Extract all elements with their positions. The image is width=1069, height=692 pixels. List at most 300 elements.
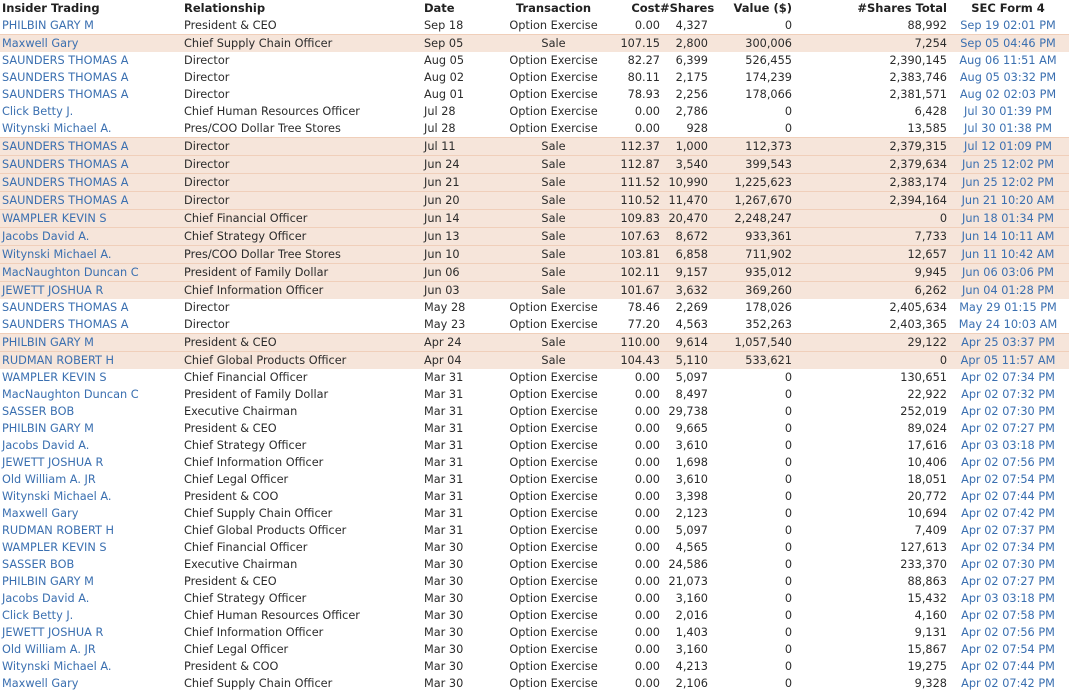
insider-name-link[interactable]: SAUNDERS THOMAS A <box>0 192 184 210</box>
insider-name-link[interactable]: Witynski Michael A. <box>2 490 112 503</box>
date-cell: Mar 30 <box>424 660 464 673</box>
table-row <box>0 386 1069 403</box>
sec-form4-link[interactable]: May 24 10:03 AM <box>958 318 1058 331</box>
date-cell: Mar 31 <box>424 388 464 401</box>
table-row <box>0 192 1069 210</box>
value-cell: 112,373 <box>708 138 792 156</box>
header-row <box>0 0 1069 17</box>
value-cell: 369,260 <box>708 282 792 300</box>
shares-cell: 11,470 <box>660 192 708 210</box>
sec-form4-link[interactable]: Apr 02 07:56 PM <box>961 626 1055 639</box>
cost-cell: 107.63 <box>615 228 660 246</box>
sec-form4-link[interactable]: Jun 14 10:11 AM <box>947 228 1069 246</box>
shares-total-cell: 15,432 <box>907 592 947 605</box>
shares-cell: 29,738 <box>668 405 708 418</box>
sec-form4-link[interactable]: Apr 02 07:32 PM <box>961 388 1055 401</box>
cost-cell: 78.93 <box>627 88 660 101</box>
sec-form4-link[interactable]: Apr 02 07:34 PM <box>961 541 1055 554</box>
transaction-cell: Option Exercise <box>509 371 598 384</box>
value-cell: 935,012 <box>708 264 792 282</box>
shares-total-cell: 0 <box>792 210 947 228</box>
date-cell: Jul 11 <box>424 138 492 156</box>
shares-cell: 3,160 <box>675 592 708 605</box>
shares-cell: 2,786 <box>675 105 708 118</box>
relationship-cell: Chief Supply Chain Officer <box>184 677 333 690</box>
sec-form4-link[interactable]: Apr 02 07:44 PM <box>961 660 1055 673</box>
col-header-value[interactable]: Value ($) <box>733 1 792 15</box>
table-row <box>0 17 1069 35</box>
cost-cell: 104.43 <box>615 352 660 370</box>
shares-cell: 4,327 <box>675 19 708 32</box>
value-cell: 0 <box>784 19 792 32</box>
sec-form4-link[interactable]: Apr 03 03:18 PM <box>961 592 1055 605</box>
shares-cell: 4,563 <box>675 318 708 331</box>
insider-name-link[interactable]: SAUNDERS THOMAS A <box>0 138 184 156</box>
insider-name-link[interactable]: PHILBIN GARY M <box>2 422 94 435</box>
shares-cell: 10,990 <box>660 174 708 192</box>
relationship-cell: Chief Supply Chain Officer <box>184 35 424 53</box>
shares-cell: 6,399 <box>675 54 708 67</box>
date-cell: Jun 20 <box>424 192 492 210</box>
transaction-cell: Sale <box>492 174 615 192</box>
insider-name-link[interactable]: SASSER BOB <box>2 558 75 571</box>
value-cell: 0 <box>784 439 792 452</box>
insider-name-link[interactable]: Maxwell Gary <box>2 507 79 520</box>
shares-total-cell: 127,613 <box>900 541 947 554</box>
relationship-cell: Director <box>184 192 424 210</box>
sec-form4-link[interactable]: Apr 02 07:56 PM <box>961 456 1055 469</box>
sec-form4-link[interactable]: Apr 02 07:30 PM <box>961 405 1055 418</box>
insider-name-link[interactable]: Jacobs David A. <box>0 228 184 246</box>
insider-name-link[interactable]: Jacobs David A. <box>2 592 90 605</box>
relationship-cell: Director <box>184 54 230 67</box>
value-cell: 0 <box>784 643 792 656</box>
sec-form4-link[interactable]: Jun 21 10:20 AM <box>947 192 1069 210</box>
value-cell: 0 <box>784 422 792 435</box>
value-cell: 174,239 <box>745 71 792 84</box>
transaction-cell: Sale <box>492 35 615 53</box>
date-cell: Aug 01 <box>424 88 465 101</box>
shares-total-cell: 89,024 <box>907 422 947 435</box>
shares-cell: 2,106 <box>675 677 708 690</box>
sec-form4-link[interactable]: Jun 11 10:42 AM <box>947 246 1069 264</box>
relationship-cell: President & COO <box>184 660 279 673</box>
insider-name-link[interactable]: Maxwell Gary <box>0 35 184 53</box>
transaction-cell: Option Exercise <box>509 558 598 571</box>
table-row <box>0 35 1069 53</box>
shares-total-cell: 2,394,164 <box>792 192 947 210</box>
transaction-cell: Option Exercise <box>509 122 598 135</box>
table-row <box>0 641 1069 658</box>
table-row <box>0 488 1069 505</box>
insider-name-link[interactable]: JEWETT JOSHUA R <box>0 282 184 300</box>
date-cell: Apr 04 <box>424 352 492 370</box>
date-cell: Jun 13 <box>424 228 492 246</box>
shares-cell: 8,497 <box>675 388 708 401</box>
relationship-cell: President of Family Dollar <box>184 264 424 282</box>
date-cell: Aug 05 <box>424 54 465 67</box>
sec-form4-link[interactable]: Jul 12 01:09 PM <box>947 138 1069 156</box>
insider-name-link[interactable]: RUDMAN ROBERT H <box>0 352 184 370</box>
sec-form4-link[interactable]: Jun 25 12:02 PM <box>947 156 1069 174</box>
cost-cell: 0.00 <box>634 422 660 435</box>
transaction-cell: Sale <box>492 192 615 210</box>
table-row <box>0 156 1069 174</box>
cost-cell: 0.00 <box>634 439 660 452</box>
col-header-relationship[interactable]: Relationship <box>184 1 266 15</box>
insider-name-link[interactable]: SAUNDERS THOMAS A <box>0 174 184 192</box>
shares-total-cell: 7,733 <box>792 228 947 246</box>
insider-name-link[interactable]: SAUNDERS THOMAS A <box>0 156 184 174</box>
col-header-date[interactable]: Date <box>424 1 455 15</box>
sec-form4-link[interactable]: Apr 02 07:54 PM <box>961 473 1055 486</box>
shares-total-cell: 19,275 <box>907 660 947 673</box>
sec-form4-link[interactable]: Apr 02 07:54 PM <box>961 643 1055 656</box>
cost-cell: 82.27 <box>627 54 660 67</box>
insider-name-link[interactable]: Witynski Michael A. <box>0 246 184 264</box>
cost-cell: 0.00 <box>634 371 660 384</box>
shares-total-cell: 9,328 <box>914 677 947 690</box>
insider-name-link[interactable]: Maxwell Gary <box>2 677 79 690</box>
shares-cell: 9,157 <box>660 264 708 282</box>
shares-cell: 2,800 <box>660 35 708 53</box>
shares-total-cell: 2,383,746 <box>889 71 947 84</box>
date-cell: Mar 30 <box>424 609 464 622</box>
date-cell: Mar 31 <box>424 507 464 520</box>
cost-cell: 0.00 <box>634 122 660 135</box>
transaction-cell: Sale <box>492 210 615 228</box>
insider-name-link[interactable]: SAUNDERS THOMAS A <box>2 318 129 331</box>
relationship-cell: Chief Strategy Officer <box>184 228 424 246</box>
insider-name-link[interactable]: PHILBIN GARY M <box>2 19 94 32</box>
shares-total-cell: 20,772 <box>907 490 947 503</box>
date-cell: Sep 18 <box>424 19 464 32</box>
relationship-cell: Director <box>184 138 424 156</box>
date-cell: Mar 31 <box>424 473 464 486</box>
shares-cell: 4,565 <box>675 541 708 554</box>
date-cell: Mar 30 <box>424 592 464 605</box>
transaction-cell: Option Exercise <box>509 405 598 418</box>
value-cell: 0 <box>784 371 792 384</box>
col-header-cost[interactable]: Cost <box>631 1 660 15</box>
cost-cell: 110.00 <box>615 334 660 352</box>
sec-form4-link[interactable]: Apr 25 03:37 PM <box>947 334 1069 352</box>
shares-total-cell: 4,160 <box>914 609 947 622</box>
value-cell: 711,902 <box>708 246 792 264</box>
sec-form4-link[interactable]: Jul 30 01:38 PM <box>964 122 1052 135</box>
shares-total-cell: 18,051 <box>907 473 947 486</box>
table-row <box>0 675 1069 692</box>
relationship-cell: Director <box>184 318 230 331</box>
cost-cell: 78.46 <box>627 301 660 314</box>
sec-form4-link[interactable]: Apr 02 07:44 PM <box>961 490 1055 503</box>
table-row <box>0 246 1069 264</box>
date-cell: Jul 28 <box>424 105 456 118</box>
value-cell: 533,621 <box>708 352 792 370</box>
table-row <box>0 573 1069 590</box>
sec-form4-link[interactable]: Apr 02 07:42 PM <box>961 507 1055 520</box>
value-cell: 0 <box>784 473 792 486</box>
transaction-cell: Sale <box>492 334 615 352</box>
shares-total-cell: 12,657 <box>792 246 947 264</box>
shares-total-cell: 6,428 <box>914 105 947 118</box>
value-cell: 352,263 <box>745 318 792 331</box>
relationship-cell: Chief Financial Officer <box>184 371 308 384</box>
value-cell: 0 <box>784 609 792 622</box>
table-row <box>0 454 1069 471</box>
shares-cell: 4,213 <box>675 660 708 673</box>
insider-name-link[interactable]: WAMPLER KEVIN S <box>2 541 107 554</box>
table-row <box>0 52 1069 69</box>
sec-form4-link[interactable]: Jun 25 12:02 PM <box>947 174 1069 192</box>
date-cell: Mar 30 <box>424 558 464 571</box>
shares-total-cell: 22,922 <box>907 388 947 401</box>
relationship-cell: Chief Financial Officer <box>184 210 424 228</box>
relationship-cell: Director <box>184 174 424 192</box>
insider-name-link[interactable]: PHILBIN GARY M <box>0 334 184 352</box>
table-row <box>0 369 1069 386</box>
shares-cell: 5,110 <box>660 352 708 370</box>
sec-form4-link[interactable]: Apr 02 07:37 PM <box>961 524 1055 537</box>
shares-cell: 6,858 <box>660 246 708 264</box>
sec-form4-link[interactable]: Apr 05 11:57 AM <box>947 352 1069 370</box>
cost-cell: 0.00 <box>634 660 660 673</box>
relationship-cell: Pres/COO Dollar Tree Stores <box>184 246 424 264</box>
insider-name-link[interactable]: SAUNDERS THOMAS A <box>2 54 129 67</box>
shares-total-cell: 7,254 <box>792 35 947 53</box>
date-cell: Mar 31 <box>424 456 464 469</box>
transaction-cell: Option Exercise <box>509 473 598 486</box>
cost-cell: 107.15 <box>615 35 660 53</box>
value-cell: 933,361 <box>708 228 792 246</box>
insider-name-link[interactable]: Old William A. JR <box>2 473 96 486</box>
date-cell: May 23 <box>424 318 466 331</box>
cost-cell: 0.00 <box>634 677 660 690</box>
table-row <box>0 471 1069 488</box>
transaction-cell: Option Exercise <box>509 318 598 331</box>
shares-cell: 8,672 <box>660 228 708 246</box>
sec-form4-link[interactable]: Apr 02 07:27 PM <box>961 575 1055 588</box>
shares-cell: 3,398 <box>675 490 708 503</box>
value-cell: 0 <box>784 575 792 588</box>
table-row <box>0 210 1069 228</box>
insider-name-link[interactable]: JEWETT JOSHUA R <box>2 626 104 639</box>
value-cell: 0 <box>784 541 792 554</box>
date-cell: Jun 03 <box>424 282 492 300</box>
cost-cell: 111.52 <box>615 174 660 192</box>
relationship-cell: President & CEO <box>184 575 277 588</box>
relationship-cell: Chief Human Resources Officer <box>184 609 360 622</box>
cost-cell: 0.00 <box>634 19 660 32</box>
shares-cell: 24,586 <box>668 558 708 571</box>
relationship-cell: Executive Chairman <box>184 558 298 571</box>
transaction-cell: Option Exercise <box>509 592 598 605</box>
date-cell: Jun 14 <box>424 210 492 228</box>
cost-cell: 0.00 <box>634 592 660 605</box>
insider-name-link[interactable]: Click Betty J. <box>2 609 74 622</box>
sec-form4-link[interactable]: May 29 01:15 PM <box>959 301 1057 314</box>
transaction-cell: Option Exercise <box>509 456 598 469</box>
insider-name-link[interactable]: MacNaughton Duncan C <box>2 388 139 401</box>
transaction-cell: Option Exercise <box>509 643 598 656</box>
date-cell: Mar 31 <box>424 405 464 418</box>
relationship-cell: Director <box>184 156 424 174</box>
insider-name-link[interactable]: Click Betty J. <box>2 105 74 118</box>
table-row <box>0 658 1069 675</box>
table-row <box>0 264 1069 282</box>
col-header-shares-total[interactable]: #Shares Total <box>857 1 947 15</box>
table-row <box>0 352 1069 370</box>
transaction-cell: Option Exercise <box>509 105 598 118</box>
transaction-cell: Option Exercise <box>509 507 598 520</box>
sec-form4-link[interactable]: Jul 30 01:39 PM <box>964 105 1052 118</box>
value-cell: 178,026 <box>745 301 792 314</box>
shares-total-cell: 15,867 <box>907 643 947 656</box>
shares-total-cell: 233,370 <box>900 558 947 571</box>
insider-name-link[interactable]: SAUNDERS THOMAS A <box>2 71 129 84</box>
transaction-cell: Option Exercise <box>509 677 598 690</box>
sec-form4-link[interactable]: Sep 05 04:46 PM <box>947 35 1069 53</box>
value-cell: 0 <box>784 558 792 571</box>
insider-name-link[interactable]: RUDMAN ROBERT H <box>2 524 114 537</box>
value-cell: 300,006 <box>708 35 792 53</box>
transaction-cell: Option Exercise <box>509 19 598 32</box>
table-row <box>0 228 1069 246</box>
shares-cell: 20,470 <box>660 210 708 228</box>
transaction-cell: Sale <box>492 352 615 370</box>
col-header-transaction[interactable]: Transaction <box>515 1 592 15</box>
shares-cell: 3,540 <box>660 156 708 174</box>
insider-name-link[interactable]: Old William A. JR <box>2 643 96 656</box>
transaction-cell: Option Exercise <box>509 88 598 101</box>
sec-form4-link[interactable]: Apr 03 03:18 PM <box>961 439 1055 452</box>
insider-name-link[interactable]: WAMPLER KEVIN S <box>2 371 107 384</box>
date-cell: Mar 31 <box>424 422 464 435</box>
shares-total-cell: 2,390,145 <box>889 54 947 67</box>
date-cell: Jun 06 <box>424 264 492 282</box>
value-cell: 1,057,540 <box>708 334 792 352</box>
transaction-cell: Option Exercise <box>509 609 598 622</box>
date-cell: Mar 31 <box>424 371 464 384</box>
transaction-cell: Option Exercise <box>509 301 598 314</box>
insider-name-link[interactable]: JEWETT JOSHUA R <box>2 456 104 469</box>
value-cell: 0 <box>784 660 792 673</box>
cost-cell: 103.81 <box>615 246 660 264</box>
table-row <box>0 138 1069 156</box>
insider-name-link[interactable]: Witynski Michael A. <box>2 660 112 673</box>
sec-form4-link[interactable]: Apr 02 07:58 PM <box>961 609 1055 622</box>
insider-name-link[interactable]: SAUNDERS THOMAS A <box>2 88 129 101</box>
insider-name-link[interactable]: MacNaughton Duncan C <box>0 264 184 282</box>
transaction-cell: Sale <box>492 246 615 264</box>
sec-form4-link[interactable]: Jun 04 01:28 PM <box>947 282 1069 300</box>
value-cell: 0 <box>784 592 792 605</box>
relationship-cell: Chief Human Resources Officer <box>184 105 360 118</box>
table-row <box>0 539 1069 556</box>
relationship-cell: President & CEO <box>184 334 424 352</box>
relationship-cell: Director <box>184 301 230 314</box>
date-cell: Mar 30 <box>424 643 464 656</box>
date-cell: Mar 30 <box>424 626 464 639</box>
relationship-cell: Chief Information Officer <box>184 282 424 300</box>
sec-form4-link[interactable]: Aug 06 11:51 AM <box>959 54 1057 67</box>
cost-cell: 0.00 <box>634 626 660 639</box>
date-cell: Sep 05 <box>424 35 492 53</box>
value-cell: 0 <box>784 507 792 520</box>
relationship-cell: Director <box>184 71 230 84</box>
shares-cell: 1,000 <box>660 138 708 156</box>
transaction-cell: Option Exercise <box>509 626 598 639</box>
shares-total-cell: 13,585 <box>907 122 947 135</box>
transaction-cell: Option Exercise <box>509 54 598 67</box>
shares-cell: 9,614 <box>660 334 708 352</box>
sec-form4-link[interactable]: Aug 02 02:03 PM <box>959 88 1057 101</box>
col-header-insider[interactable]: Insider Trading <box>2 1 100 15</box>
table-row <box>0 103 1069 120</box>
value-cell: 1,225,623 <box>708 174 792 192</box>
value-cell: 0 <box>784 405 792 418</box>
col-header-sec-form4[interactable]: SEC Form 4 <box>971 1 1045 15</box>
shares-total-cell: 29,122 <box>792 334 947 352</box>
shares-total-cell: 2,381,571 <box>889 88 947 101</box>
transaction-cell: Sale <box>492 264 615 282</box>
shares-total-cell: 2,379,634 <box>792 156 947 174</box>
sec-form4-link[interactable]: Aug 05 03:32 PM <box>959 71 1057 84</box>
date-cell: Mar 30 <box>424 541 464 554</box>
sec-form4-link[interactable]: Sep 19 02:01 PM <box>960 19 1056 32</box>
transaction-cell: Option Exercise <box>509 490 598 503</box>
shares-cell: 9,665 <box>675 422 708 435</box>
cost-cell: 101.67 <box>615 282 660 300</box>
relationship-cell: Chief Legal Officer <box>184 643 289 656</box>
relationship-cell: President & COO <box>184 490 279 503</box>
cost-cell: 0.00 <box>634 609 660 622</box>
insider-name-link[interactable]: Witynski Michael A. <box>2 122 112 135</box>
relationship-cell: Chief Legal Officer <box>184 473 289 486</box>
value-cell: 0 <box>784 122 792 135</box>
insider-name-link[interactable]: Jacobs David A. <box>2 439 90 452</box>
cost-cell: 112.87 <box>615 156 660 174</box>
col-header-shares[interactable]: #Shares <box>660 1 715 15</box>
value-cell: 1,267,670 <box>708 192 792 210</box>
insider-name-link[interactable]: SASSER BOB <box>2 405 75 418</box>
sec-form4-link[interactable]: Apr 02 07:27 PM <box>961 422 1055 435</box>
sec-form4-link[interactable]: Jun 06 03:06 PM <box>947 264 1069 282</box>
table-row <box>0 522 1069 539</box>
transaction-cell: Option Exercise <box>509 439 598 452</box>
table-row <box>0 120 1069 138</box>
shares-total-cell: 10,406 <box>907 456 947 469</box>
table-row <box>0 86 1069 103</box>
sec-form4-link[interactable]: Apr 02 07:30 PM <box>961 558 1055 571</box>
sec-form4-link[interactable]: Apr 02 07:34 PM <box>961 371 1055 384</box>
sec-form4-link[interactable]: Jun 18 01:34 PM <box>947 210 1069 228</box>
value-cell: 0 <box>784 456 792 469</box>
insider-name-link[interactable]: PHILBIN GARY M <box>2 575 94 588</box>
shares-total-cell: 9,131 <box>914 626 947 639</box>
cost-cell: 102.11 <box>615 264 660 282</box>
shares-total-cell: 2,383,174 <box>792 174 947 192</box>
date-cell: Aug 02 <box>424 71 465 84</box>
relationship-cell: President of Family Dollar <box>184 388 329 401</box>
insider-name-link[interactable]: SAUNDERS THOMAS A <box>2 301 129 314</box>
sec-form4-link[interactable]: Apr 02 07:42 PM <box>961 677 1055 690</box>
insider-name-link[interactable]: WAMPLER KEVIN S <box>0 210 184 228</box>
cost-cell: 0.00 <box>634 524 660 537</box>
shares-total-cell: 2,405,634 <box>889 301 947 314</box>
date-cell: Mar 31 <box>424 439 464 452</box>
transaction-cell: Option Exercise <box>509 524 598 537</box>
